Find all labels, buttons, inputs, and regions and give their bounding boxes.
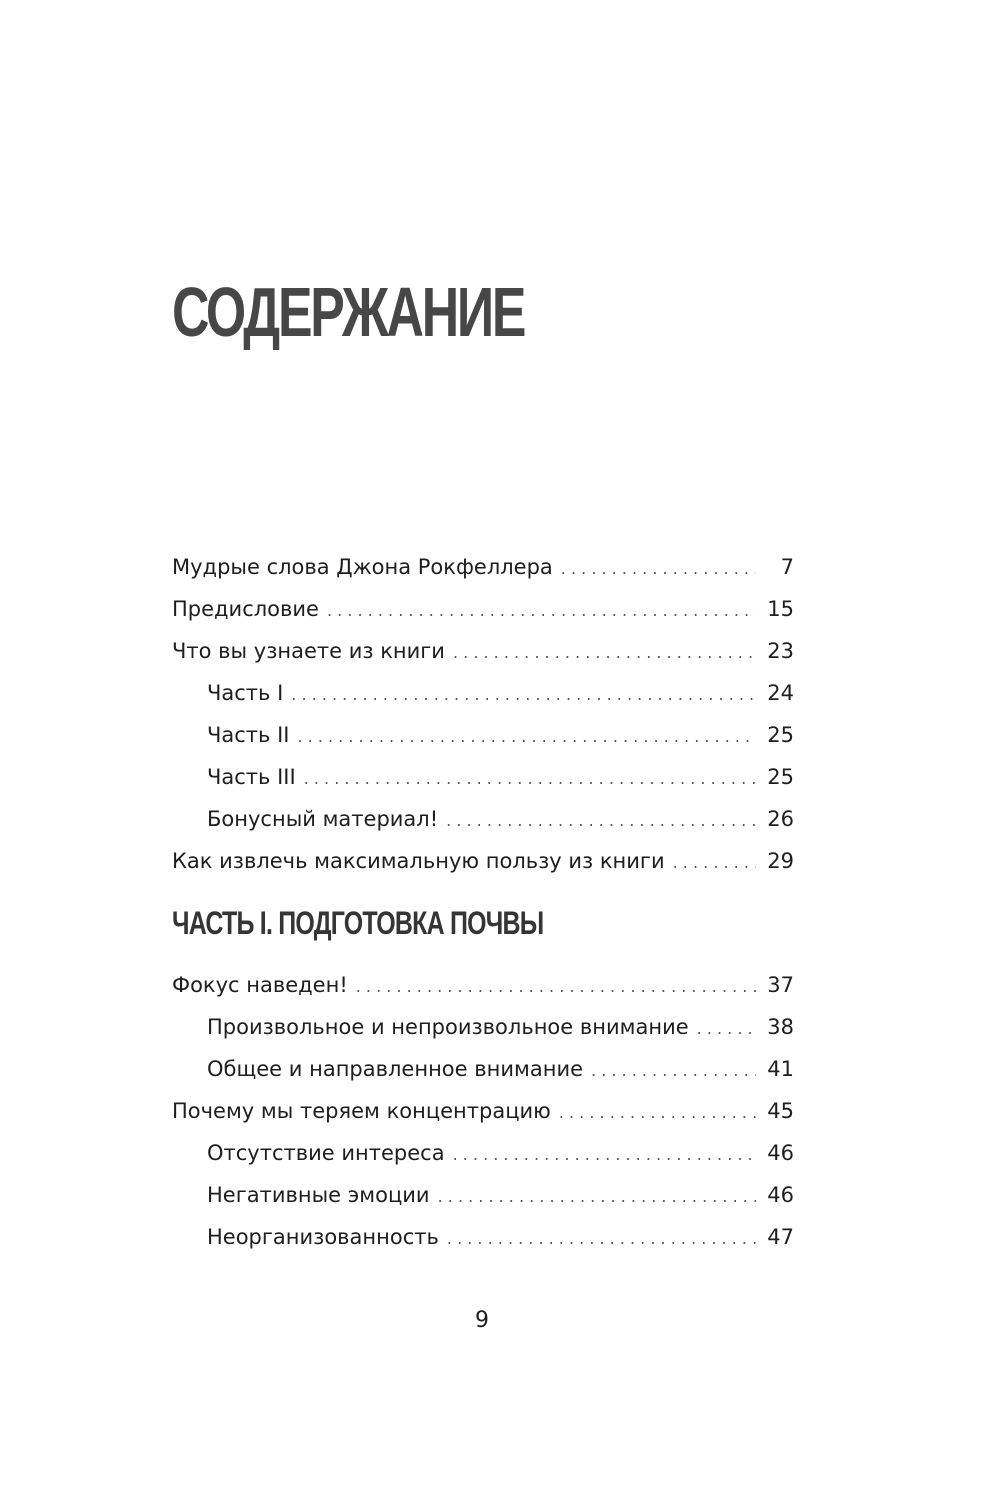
toc-subentry — [172, 1132, 794, 1174]
toc-leader-dots — [447, 1218, 756, 1260]
toc-entry-title: Отсутствие интереса — [207, 1141, 445, 1165]
toc-leader-dots — [561, 548, 756, 590]
toc-entry-title: Бонусный материал! — [207, 807, 439, 831]
toc-entry-title: Часть II — [207, 723, 290, 747]
toc-entry — [172, 546, 794, 588]
toc-entry-page: 46 — [767, 1183, 794, 1207]
toc-leader-dots — [327, 590, 756, 632]
toc-subentry — [172, 1048, 794, 1090]
page-title: СОДЕРЖАНИЕ — [172, 273, 525, 351]
toc-entry-page: 41 — [767, 1057, 794, 1081]
toc-entry-title: Часть III — [207, 765, 296, 789]
toc-subentry — [172, 756, 794, 798]
toc-entry-page: 7 — [780, 555, 794, 579]
toc-entry — [172, 1090, 794, 1132]
toc-entry-page: 26 — [767, 807, 794, 831]
toc-entry-page: 47 — [767, 1225, 794, 1249]
toc-entry-title: Фокус наведен! — [172, 973, 348, 997]
toc-entry-title: Негативные эмоции — [207, 1183, 430, 1207]
toc-leader-dots — [591, 1050, 756, 1092]
toc-entry-title: Произвольное и непроизвольное внимание — [207, 1015, 689, 1039]
toc-entry-title: Общее и направленное внимание — [207, 1057, 584, 1081]
part-heading: ЧАСТЬ I. ПОДГОТОВКА ПОЧВЫ — [172, 905, 544, 941]
toc-subentry — [172, 714, 794, 756]
toc-leader-dots — [453, 632, 756, 674]
toc-entry-title: Предисловие — [172, 597, 319, 621]
toc-leader-dots — [559, 1092, 756, 1134]
toc-entry-page: 37 — [767, 973, 794, 997]
toc-entry-title: Как извлечь максимальную пользу из книги — [172, 849, 665, 873]
toc-leader-dots — [446, 800, 756, 842]
toc-entry-page: 25 — [767, 723, 794, 747]
page-number: 9 — [475, 1308, 489, 1333]
toc-entry-title: Неорганизованность — [207, 1225, 439, 1249]
toc-entry — [172, 630, 794, 672]
toc-entry-page: 25 — [767, 765, 794, 789]
toc-leader-dots — [697, 1008, 756, 1050]
toc-entry — [172, 588, 794, 630]
toc-entry — [172, 840, 794, 882]
toc-subentry — [172, 1006, 794, 1048]
toc-subentry — [172, 1216, 794, 1258]
toc-entry-page: 23 — [767, 639, 794, 663]
toc-entry-page: 38 — [767, 1015, 794, 1039]
toc-entry — [172, 964, 794, 1006]
toc-entry-title: Мудрые слова Джона Рокфеллера — [172, 555, 553, 579]
toc-leader-dots — [304, 758, 756, 800]
toc-entry-title: Почему мы теряем концентрацию — [172, 1099, 551, 1123]
toc-entry-page: 45 — [767, 1099, 794, 1123]
toc-leader-dots — [453, 1134, 756, 1176]
toc-subentry — [172, 672, 794, 714]
toc-subentry — [172, 798, 794, 840]
toc-entry-title: Что вы узнаете из книги — [172, 639, 445, 663]
table-of-contents — [172, 546, 794, 1258]
toc-leader-dots — [356, 966, 756, 1008]
toc-entry-page: 29 — [767, 849, 794, 873]
toc-leader-dots — [291, 674, 756, 716]
toc-entry-page: 46 — [767, 1141, 794, 1165]
toc-entry-title: Часть I — [207, 681, 284, 705]
toc-leader-dots — [673, 842, 756, 884]
toc-leader-dots — [438, 1176, 756, 1218]
toc-leader-dots — [297, 716, 756, 758]
toc-entry-page: 24 — [767, 681, 794, 705]
toc-subentry — [172, 1174, 794, 1216]
toc-entry-page: 15 — [767, 597, 794, 621]
